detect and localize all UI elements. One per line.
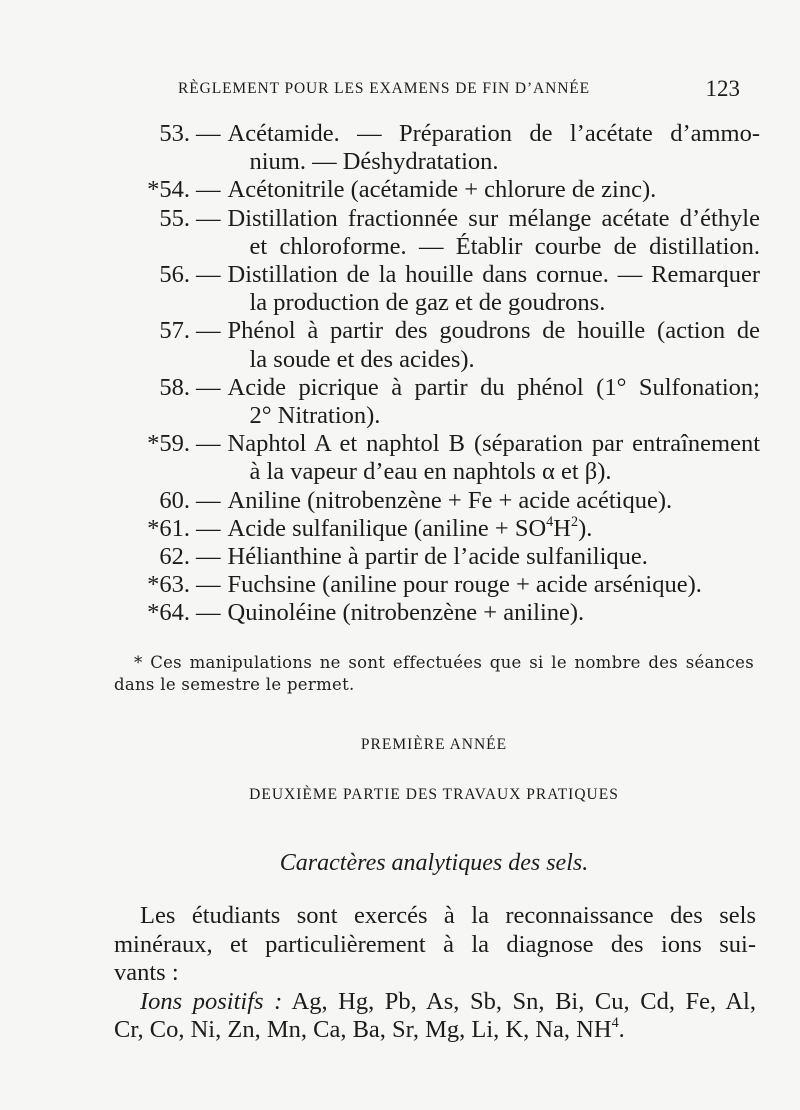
running-header: [178, 76, 758, 102]
item-text: Fuchsine (aniline pour rouge + acide arsénique).: [227, 571, 702, 599]
footnote-line: dans le semestre le permet.: [114, 675, 355, 694]
item-number: *54.: [147, 176, 190, 204]
em-dash: —: [196, 486, 221, 514]
item-text: Naphtol A et naphtol B (séparation par entraînement: [227, 430, 760, 458]
list-item: [120, 120, 760, 176]
item-text-continued: 2° Nitration).: [249, 402, 381, 430]
item-number: 58.: [159, 373, 190, 401]
section-heading-year: PREMIÈRE ANNÉE: [360, 736, 508, 753]
em-dash: —: [196, 317, 221, 345]
em-dash: —: [196, 571, 221, 599]
item-number: *59.: [147, 430, 190, 458]
item-text-continued: et chloroforme. — Établir courbe de distillation.: [249, 232, 760, 260]
item-text: Distillation fractionnée sur mélange acétate d’éthyle: [227, 204, 760, 232]
item-number: 56.: [159, 261, 190, 289]
list-item: [120, 261, 760, 317]
em-dash: —: [196, 120, 221, 147]
section-subtitle: Caractères analytiques des sels.: [279, 850, 589, 876]
ions-label: Ions positifs :: [140, 987, 283, 1015]
list-item: [120, 515, 760, 543]
superscript: 2: [570, 513, 579, 530]
header-title: RÈGLEMENT POUR LES EXAMENS DE FIN D’ANNÉE: [178, 80, 591, 97]
ions-line: Cr, Co, Ni, Zn, Mn, Ca, Ba, Sr, Mg, Li, K, Na, $NH^4$.: [114, 1015, 625, 1043]
footnote-line: * Ces manipulations ne sont effectuées que si le nombre des séances: [134, 653, 754, 672]
item-text: Acide sulfanilique (aniline + $SO^4H^2$).: [227, 513, 593, 542]
section-heading-part: DEUXIÈME PARTIE DES TRAVAUX PRATIQUES: [249, 786, 619, 803]
manipulation-list: [120, 120, 760, 628]
item-number: 60.: [159, 486, 190, 514]
list-item: [120, 205, 760, 261]
list-item: [120, 571, 760, 599]
em-dash: —: [196, 430, 221, 458]
item-text-continued: la soude et des acides).: [249, 345, 475, 373]
paragraph-line: minéraux, et particulièrement à la diagnose des ions sui-: [114, 930, 756, 958]
list-item: [120, 543, 760, 571]
list-item: [120, 487, 760, 515]
list-item: [120, 317, 760, 373]
item-text-continued: à la vapeur d’eau en naphtols α et β).: [249, 458, 612, 486]
item-number: *61.: [147, 514, 190, 542]
paragraph-line: vants :: [114, 959, 179, 986]
item-number: 55.: [159, 204, 190, 232]
superscript: 4: [611, 1015, 619, 1032]
item-text: Quinoléine (nitrobenzène + aniline).: [227, 599, 585, 627]
item-text: Phénol à partir des goudrons de houille (action de: [227, 317, 760, 345]
item-number: *64.: [147, 599, 190, 627]
list-item: [120, 430, 760, 486]
item-text: Hélianthine à partir de l’acide sulfanilique.: [227, 543, 648, 571]
em-dash: —: [196, 514, 221, 542]
list-item: [120, 176, 760, 204]
page-number: 123: [705, 76, 740, 101]
item-text-continued: la production de gaz et de goudrons.: [249, 289, 606, 317]
em-dash: —: [196, 599, 221, 627]
item-number: 62.: [159, 543, 190, 571]
item-number: 53.: [159, 120, 190, 147]
em-dash: —: [196, 204, 221, 232]
list-item: [120, 599, 760, 627]
item-text-continued: nium. — Déshydratation.: [249, 148, 499, 176]
item-text: Acide picrique à partir du phénol (1° Sulfonation;: [227, 373, 760, 401]
em-dash: —: [196, 261, 221, 289]
ions-line: Ions positifs : Ag, Hg, Pb, As, Sb, Sn, Bi, Cu, Cd, Fe, Al,: [140, 987, 756, 1015]
item-number: *63.: [147, 571, 190, 599]
item-text: Aniline (nitrobenzène + Fe + acide acétique).: [227, 486, 673, 514]
footnote: [114, 652, 754, 696]
item-text: Acétamide. — Préparation de l’acétate d’ammo-: [227, 120, 760, 147]
list-item: [120, 374, 760, 430]
item-text: Acétonitrile (acétamide + chlorure de zinc).: [227, 176, 657, 204]
em-dash: —: [196, 543, 221, 571]
item-number: 57.: [159, 317, 190, 345]
paragraph-line: Les étudiants sont exercés à la reconnaissance des sels: [140, 902, 756, 929]
em-dash: —: [196, 176, 221, 204]
em-dash: —: [196, 373, 221, 401]
item-text: Distillation de la houille dans cornue. — Remarquer: [227, 261, 760, 289]
superscript: 4: [546, 513, 554, 530]
body-paragraph: [114, 902, 756, 1045]
